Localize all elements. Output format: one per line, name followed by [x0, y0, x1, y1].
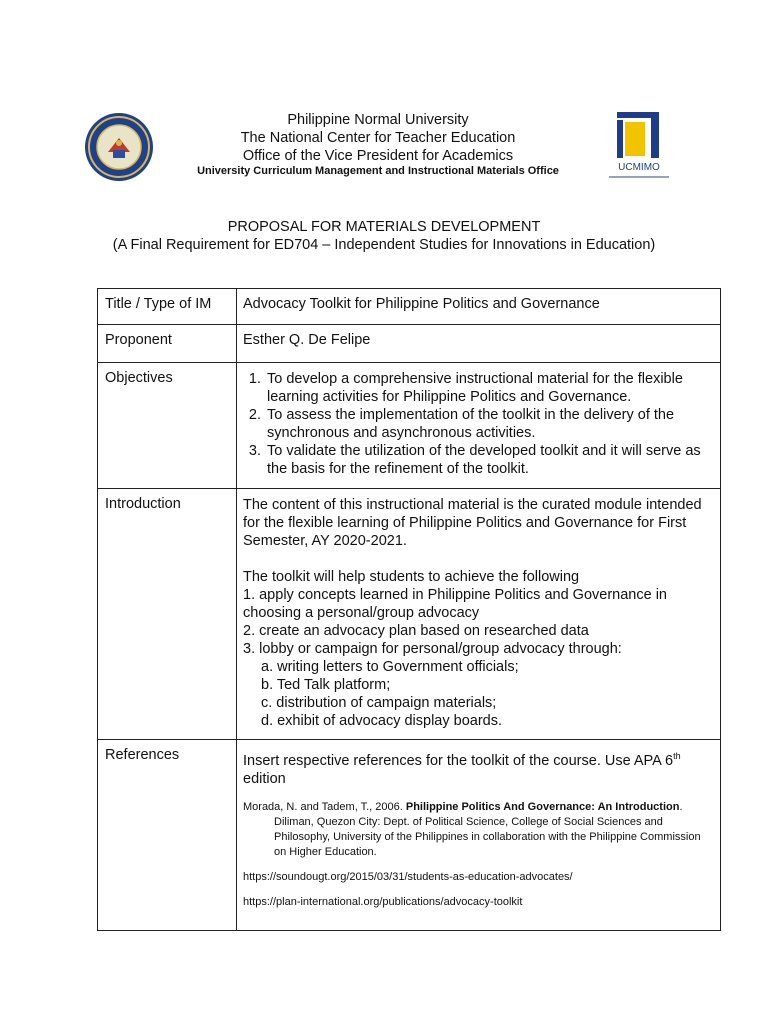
- intro-lead: The toolkit will help students to achieve the following: [243, 569, 580, 585]
- proponent-value: Esther Q. De Felipe: [237, 325, 721, 363]
- objectives-list: [243, 370, 712, 478]
- objective-item: 3. To validate the utilization of the developed toolkit and it will serve as the basis for the refinement of the toolkit.: [265, 442, 712, 478]
- table-row: [98, 325, 721, 363]
- reference-link[interactable]: https://soundougt.org/2015/03/31/students-as-education-advocates/: [243, 870, 573, 883]
- intro-item: 1. apply concepts learned in Philippine Politics and Governance in choosing a personal/group advocacy: [243, 587, 667, 621]
- references-instruction: Insert respective references for the toolkit of the course. Use APA 6th edition: [243, 751, 681, 787]
- table-row: [98, 740, 721, 931]
- introduction-label: Introduction: [98, 489, 237, 740]
- intro-subitem: c. distribution of campaign materials;: [261, 695, 497, 711]
- references-cell: [237, 740, 721, 931]
- university-name: Philippine Normal University: [287, 112, 469, 128]
- proposal-heading: [0, 218, 768, 254]
- intro-subitem: a. writing letters to Government officials;: [261, 659, 519, 675]
- proposal-table: [97, 288, 721, 931]
- office-name: Office of the Vice President for Academics: [242, 148, 514, 164]
- table-row: [98, 289, 721, 325]
- reference-link[interactable]: https://plan-international.org/publications/advocacy-toolkit: [243, 895, 523, 908]
- proposal-title: PROPOSAL FOR MATERIALS DEVELOPMENT: [227, 219, 541, 235]
- pnu-seal-icon: [84, 112, 154, 182]
- table-row: [98, 363, 721, 489]
- university-tagline: The National Center for Teacher Education: [240, 130, 516, 146]
- intro-subitem: d. exhibit of advocacy display boards.: [261, 713, 502, 729]
- ucmimo-logo-icon: [603, 110, 675, 186]
- objective-item: 1. To develop a comprehensive instructional material for the flexible learning activities for Philippine Politics and Governance.: [265, 370, 712, 406]
- objectives-label: Objectives: [98, 363, 237, 489]
- title-value: Advocacy Toolkit for Philippine Politics and Governance: [237, 289, 721, 325]
- title-label: Title / Type of IM: [98, 289, 237, 325]
- intro-item: 3. lobby or campaign for personal/group advocacy through:: [243, 641, 622, 657]
- intro-paragraph: The content of this instructional material is the curated module intended for the flexible learning of Philippine Politics and Governance for First Semester, AY 2020-2021.: [243, 497, 702, 549]
- table-row: [98, 489, 721, 740]
- unit-name: University Curriculum Management and Instructional Materials Office: [197, 165, 559, 177]
- objectives-cell: [237, 363, 721, 489]
- proponent-label: Proponent: [98, 325, 237, 363]
- reference-entry: Morada, N. and Tadem, T., 2006. Philippine Politics And Governance: An Introduction. Diliman, Quezon City: Dept. of Political Science, College of Social Sciences and Philosophy, University of the Philippines in collaboration with the Philippine Commission on Higher Education.: [243, 800, 701, 858]
- proposal-subtitle: (A Final Requirement for ED704 – Independent Studies for Innovations in Education): [112, 237, 656, 253]
- objective-item: 2. To assess the implementation of the toolkit in the delivery of the synchronous and asynchronous activities.: [265, 406, 712, 442]
- intro-item: 2. create an advocacy plan based on researched data: [243, 623, 589, 639]
- document-header: [0, 104, 768, 184]
- introduction-cell: [237, 489, 721, 740]
- references-label: References: [98, 740, 237, 931]
- intro-subitem: b. Ted Talk platform;: [261, 677, 391, 693]
- logo-text: UCMIMO: [618, 162, 660, 173]
